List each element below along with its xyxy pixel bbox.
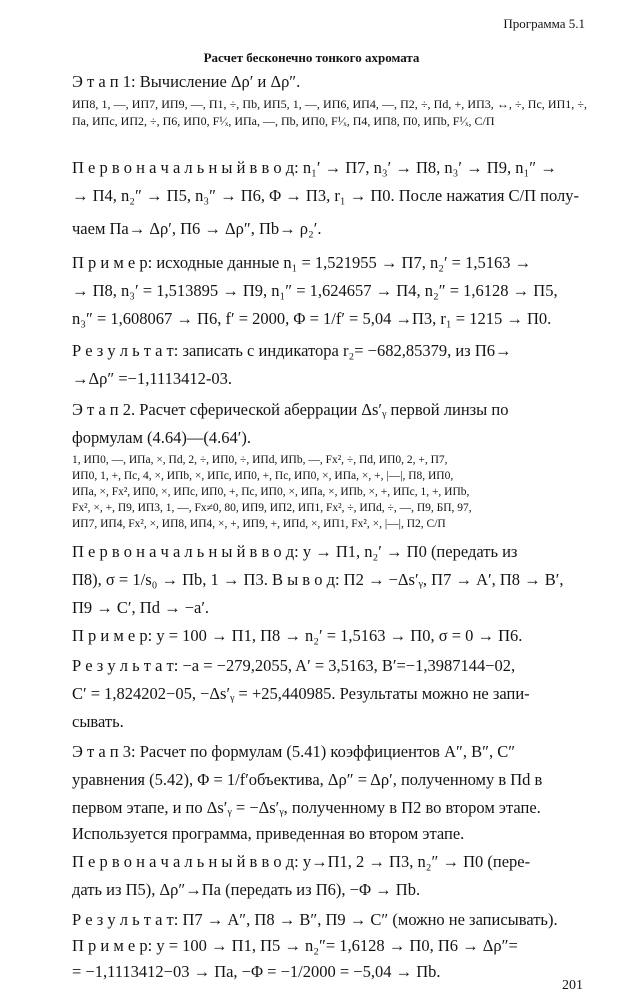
stage1-input-line-3: чаем Па→ Δρ′, П6 → Δρ″, Пb→ ρ₂′. [72, 219, 322, 238]
page-number: 201 [562, 978, 583, 993]
program-label: Программа 5.1 [503, 16, 585, 31]
stage2-input-line-2: П8), σ = 1/s₀ → Пb, 1 → П3. В ы в о д: П2 → −Δs′ᵧ, П7 → A′, П8 → B′, [72, 570, 564, 589]
code-line: ИП7, ИП4, Fx², ×, ИП8, ИП4, ×, +, ИП9, +, ИПd, ×, ИП1, Fx², ×, |—|, П2, С/П [72, 518, 446, 530]
stage2-input-line-1: П е р в о н а ч а л ь н ы й в в о д: y → П1, n₂′ → П0 (передать из [72, 542, 518, 561]
stage1-input-line-1: П е р в о н а ч а л ь н ы й в в о д: n₁′ → П7, n₃′ → П8, n₃′ → П9, n₁″ → [72, 158, 557, 177]
stage3-input-line-2: дать из П5), Δρ″→Па (передать из П6), −Φ → Пb. [72, 880, 421, 899]
stage3-example-line-1: П р и м е р: y = 100 → П1, П5 → n₂″= 1,6128 → П0, П6 → Δρ″= [72, 936, 518, 955]
stage1-result-line-1: Р е з у л ь т а т: записать с индикатора r₂= −682,85379, из П6→ [72, 341, 512, 360]
stage3-example-line-2: = −1,1113412−03 → Па, −Φ = −1/2000 = −5,04 → Пb. [72, 962, 441, 981]
stage2-program-code [72, 452, 587, 532]
stage1-example-line-1: П р и м е р: исходные данные n₁ = 1,521955 → П7, n₂′ = 1,5163 → [72, 253, 532, 272]
stage3-heading-line-4: Используется программа, приведенная во втором этапе. [72, 824, 465, 843]
stage2-result-line-3: сывать. [72, 712, 124, 731]
page-title: Расчет бесконечно тонкого ахромата [203, 50, 420, 65]
stage2-result-line-1: Р е з у л ь т а т: −a = −279,2055, A′ = 3,5163, B′=−1,3987144−02, [72, 656, 516, 675]
stage1-input-line-2: → П4, n₂″ → П5, n₃″ → П6, Φ → П3, r₁ → П0. После нажатия С/П полу- [72, 186, 580, 205]
stage2-heading-line-1: Э т а п 2. Расчет сферической аберрации Δs′ᵧ первой линзы по [72, 400, 509, 419]
stage1-result-line-2: →Δρ″ =−1,1113412-03. [72, 369, 232, 388]
stage3-heading-line-1: Э т а п 3: Расчет по формулам (5.41) коэффициентов A″, B″, C″ [72, 742, 516, 761]
stage3-heading-line-3: первом этапе, и по Δs′ᵧ = −Δs′ᵧ, полученному в П2 во втором этапе. [72, 798, 541, 817]
stage1-program-code: ИП8, 1, —, ИП7, ИП9, —, П1, ÷, Пb, ИП5, 1, —, ИП6, ИП4, —, П2, ÷, Пd, +, ИП3, ↔, ÷, Пс, ИП1, ÷, Па, ИПс, ИП2, ÷, П6, ИП0, F¹⁄ₓ, ИПа, —, Пb, ИП0, F¹⁄ₓ, П4, ИП8, П0, ИПb, F¹⁄ₓ, С/П [72, 97, 587, 128]
stage2-input-line-3: П9 → C′, Пd → −a′. [72, 598, 210, 617]
stage2-heading-line-2: формулам (4.64)—(4.64′). [72, 428, 251, 447]
stage1-example-line-3: n₃″ = 1,608067 → П6, f′ = 2000, Φ = 1/f′ = 5,04 →П3, r₁ = 1215 → П0. [72, 309, 552, 328]
stage1-example-line-2: → П8, n₃′ = 1,513895 → П9, n₁″ = 1,624657 → П4, n₂″ = 1,6128 → П5, [72, 281, 558, 300]
code-line: 1, ИП0, —, ИПа, ×, Пd, 2, ÷, ИП0, ÷, ИПd, ИПb, —, Fx², ÷, Пd, ИП0, 2, +, П7, [72, 454, 448, 466]
stage2-example: П р и м е р: y = 100 → П1, П8 → n₂′ = 1,5163 → П0, σ = 0 → П6. [72, 626, 523, 645]
stage2-result-line-2: C′ = 1,824202−05, −Δs′ᵧ = +25,440985. Результаты можно не запи- [72, 684, 530, 703]
code-line: ИПа, ×, Fx², ИП0, ×, ИПс, ИП0, +, Пс, ИП0, ×, ИПа, ×, ИПb, ×, +, ИПс, 1, +, ИПb, [72, 486, 470, 498]
stage1-heading: Э т а п 1: Вычисление Δρ′ и Δρ″. [72, 72, 301, 91]
code-line: ИП0, 1, +, Пс, 4, ×, ИПb, ×, ИПс, ИП0, +, Пс, ИП0, ×, ИПа, ×, +, |—|, П8, ИП0, [72, 470, 454, 482]
stage3-result: Р е з у л ь т а т: П7 → A″, П8 → B″, П9 → C″ (можно не записывать). [72, 910, 558, 929]
stage3-input-line-1: П е р в о н а ч а л ь н ы й в в о д: y→П1, 2 → П3, n₂″ → П0 (пере- [72, 852, 531, 871]
stage3-heading-line-2: уравнения (5.42), Φ = 1/f′объектива, Δρ″ = Δρ′, полученному в Пd в [72, 770, 543, 789]
code-line: Fx², ×, +, П9, ИП3, 1, —, Fx≠0, 80, ИП9, ИП2, ИП1, Fx², ÷, ИПd, ÷, —, П9, БП, 97, [72, 502, 472, 514]
